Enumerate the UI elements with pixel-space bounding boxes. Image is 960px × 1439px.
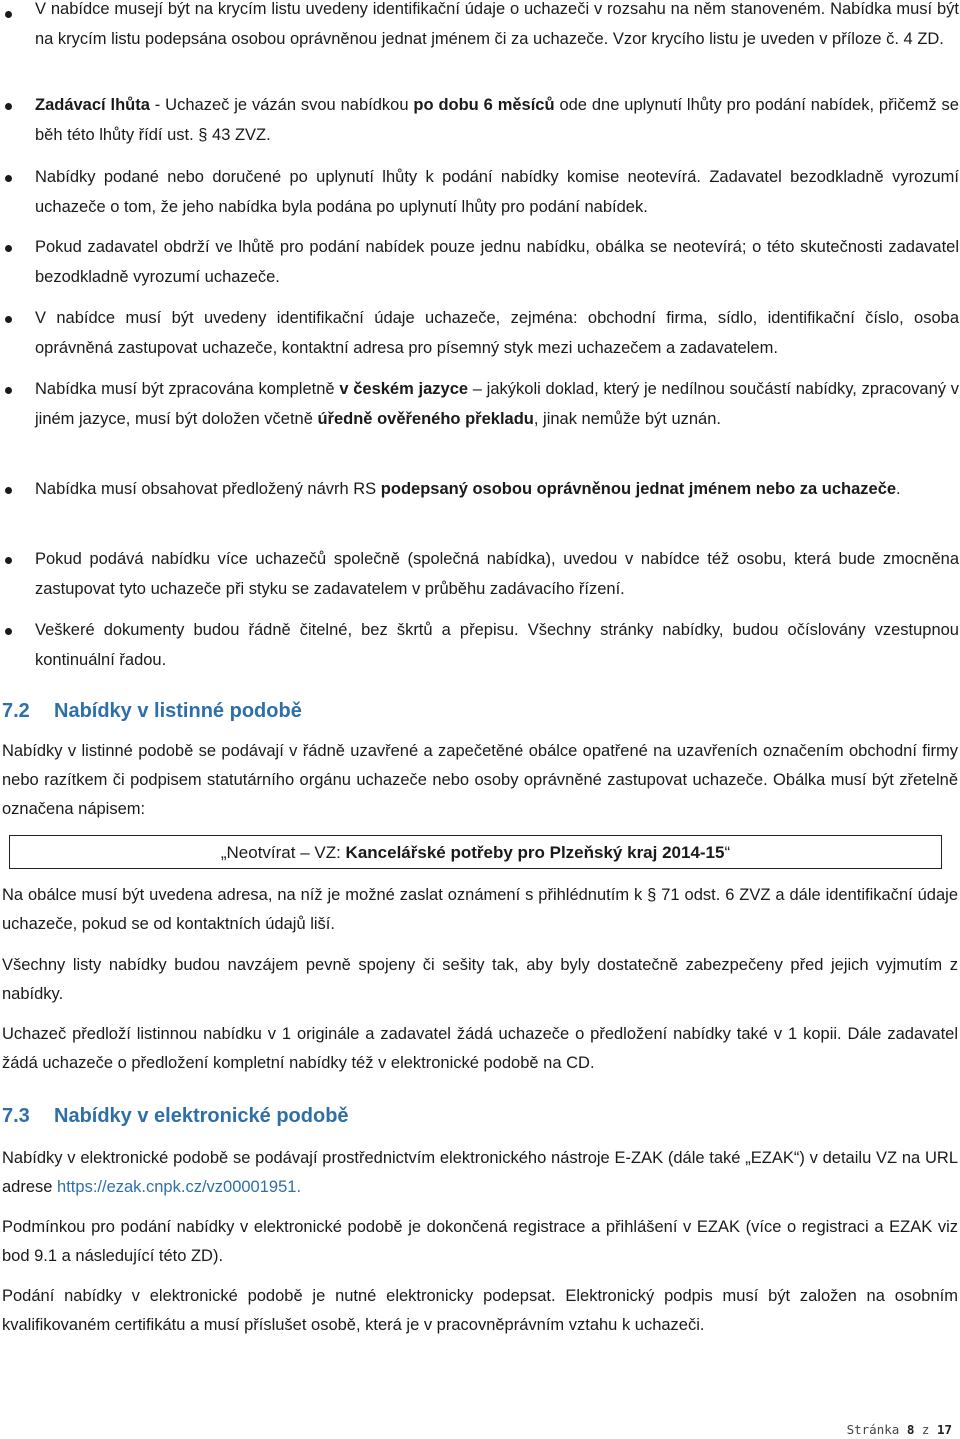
bullet-icon	[5, 387, 12, 394]
paragraph: Uchazeč předloží listinnou nabídku v 1 originále a zadavatel žádá uchazeče o předložení nabídky také v 1 kopii. Dále zadavatel žádá uchazeče o předložení kompletní nabídky též v elektronické podobě na CD.	[2, 1025, 958, 1072]
bold-text: v českém jazyce	[339, 380, 469, 398]
page-label: Stránka	[846, 1422, 900, 1437]
list-item-text	[35, 375, 959, 434]
list-item-text: Veškeré dokumenty budou řádně čitelné, bez škrtů a přepisu. Všechny stránky nabídky, budou očíslovány vzestupnou kontinuální řadou.	[35, 621, 959, 669]
section-title: Nabídky v listinné podobě	[54, 700, 302, 722]
text-run: Nabídka musí obsahovat předložený návrh RS	[35, 480, 381, 498]
text-run: .	[896, 480, 901, 498]
page-number: 8	[906, 1422, 915, 1437]
bullet-icon	[5, 245, 12, 252]
list-item-text: Pokud podává nabídku více uchazečů společně (společná nabídka), uvedou v nabídce též osobu, která bude zmocněna zastupovat tyto uchazeče při styku se zadavatelem v průběhu zadávacího řízení.	[35, 550, 959, 598]
bold-text: Zadávací lhůta	[35, 96, 150, 114]
text-run: – jakýkoli doklad, který je nedílnou součástí nabídky, zpracovaný v jiném jazyce, musí být doložen včetně	[35, 380, 959, 428]
paragraph: Nabídky v listinné podobě se podávají v řádně uzavřené a zapečetěné obálce opatřené na uzavřeních označením obchodní firmy nebo razítkem či podpisem statutárního orgánu uchazeče nebo osoby oprávněné zastupovat uchazeče. Obálka musí být zřetelně označena nápisem:	[2, 742, 958, 818]
text-run: ode dne uplynutí lhůty pro podání nabídek, přičemž se běh této lhůty řídí ust. § 43 ZVZ.	[35, 96, 959, 144]
page-footer	[847, 1422, 952, 1437]
section-number: 7.3	[2, 1105, 30, 1127]
section-number: 7.2	[2, 700, 30, 722]
text-run: Nabídky v elektronické podobě se podávají prostřednictvím elektronického nástroje E-ZAK (dále také „EZAK“) v detailu VZ na URL adrese	[2, 1149, 958, 1196]
bullet-icon	[5, 628, 12, 635]
section-title: Nabídky v elektronické podobě	[54, 1105, 349, 1127]
text-run: - Uchazeč je vázán svou nabídkou	[149, 96, 414, 114]
paragraph: Všechny listy nabídky budou navzájem pevně spojeny či sešity tak, aby byly dostatečně zabezpečeny před jejich vyjmutím z nabídky.	[2, 956, 958, 1003]
list-item-text: V nabídce musejí být na krycím listu uvedeny identifikační údaje o uchazeči v rozsahu na něm stanoveném. Nabídka musí být na krycím listu podepsána osobou oprávněnou jednat jménem či za uchazeče. Vzor krycího listu je uveden v příloze č. 4 ZD.	[35, 0, 959, 48]
envelope-label-box	[9, 835, 942, 869]
bold-text: podepsaný osobou oprávněnou jednat jménem nebo za uchazeče	[380, 480, 897, 498]
list-item-text	[35, 91, 959, 150]
box-prefix: „Neotvírat – VZ:	[220, 843, 346, 862]
paragraph: Na obálce musí být uvedena adresa, na níž je možné zaslat oznámení s přihlédnutím k § 71 odst. 6 ZVZ a dále identifikační údaje uchazeče, pokud se od kontaktních údajů liší.	[2, 886, 958, 933]
list-item-text	[35, 475, 959, 505]
bullet-icon	[5, 557, 12, 564]
paragraph: Podmínkou pro podání nabídky v elektronické podobě je dokončená registrace a přihlášení v EZAK (více o registraci a EZAK viz bod 9.1 a následující této ZD).	[2, 1218, 958, 1265]
ezak-url-link[interactable]: https://ezak.cnpk.cz/vz00001951.	[57, 1178, 302, 1196]
bullet-icon	[5, 175, 12, 182]
page-of: z	[921, 1422, 930, 1437]
list-item-text: Pokud zadavatel obdrží ve lhůtě pro podání nabídek pouze jednu nabídku, obálka se neotevírá; o této skutečnosti zadavatel bezodkladně vyrozumí uchazeče.	[35, 238, 959, 286]
box-title: Kancelářské potřeby pro Plzeňský kraj 2014-15	[345, 843, 725, 862]
bullet-icon	[5, 316, 12, 323]
bullet-icon	[5, 487, 12, 494]
list-item-text: V nabídce musí být uvedeny identifikační údaje uchazeče, zejména: obchodní firma, sídlo, identifikační číslo, osoba oprávněná zastupovat uchazeče, kontaktní adresa pro písemný styk mezi uchazečem a zadavatelem.	[35, 309, 959, 357]
paragraph: Podání nabídky v elektronické podobě je nutné elektronicky podepsat. Elektronický podpis musí být založen na osobním kvalifikovaném certifikátu a musí příslušet osobě, která je v pracovněprávním vztahu k uchazeči.	[2, 1287, 958, 1334]
bold-text: po dobu 6 měsíců	[413, 96, 555, 114]
bold-text: úředně ověřeného překladu	[317, 409, 534, 428]
bullet-icon	[5, 103, 12, 110]
bullet-icon	[5, 11, 12, 18]
section-heading-7-2	[2, 698, 302, 724]
section-heading-7-3	[2, 1103, 349, 1129]
paragraph	[2, 1144, 958, 1202]
box-suffix: “	[724, 843, 731, 862]
list-item-text: Nabídky podané nebo doručené po uplynutí lhůty k podání nabídky komise neotevírá. Zadavatel bezodkladně vyrozumí uchazeče o tom, že jeho nabídka byla podána po uplynutí lhůty pro podání nabídek.	[35, 168, 959, 216]
text-run: , jinak nemůže být uznán.	[533, 409, 721, 428]
text-run: Nabídka musí být zpracována kompletně	[35, 380, 340, 398]
page-total: 17	[936, 1422, 952, 1437]
